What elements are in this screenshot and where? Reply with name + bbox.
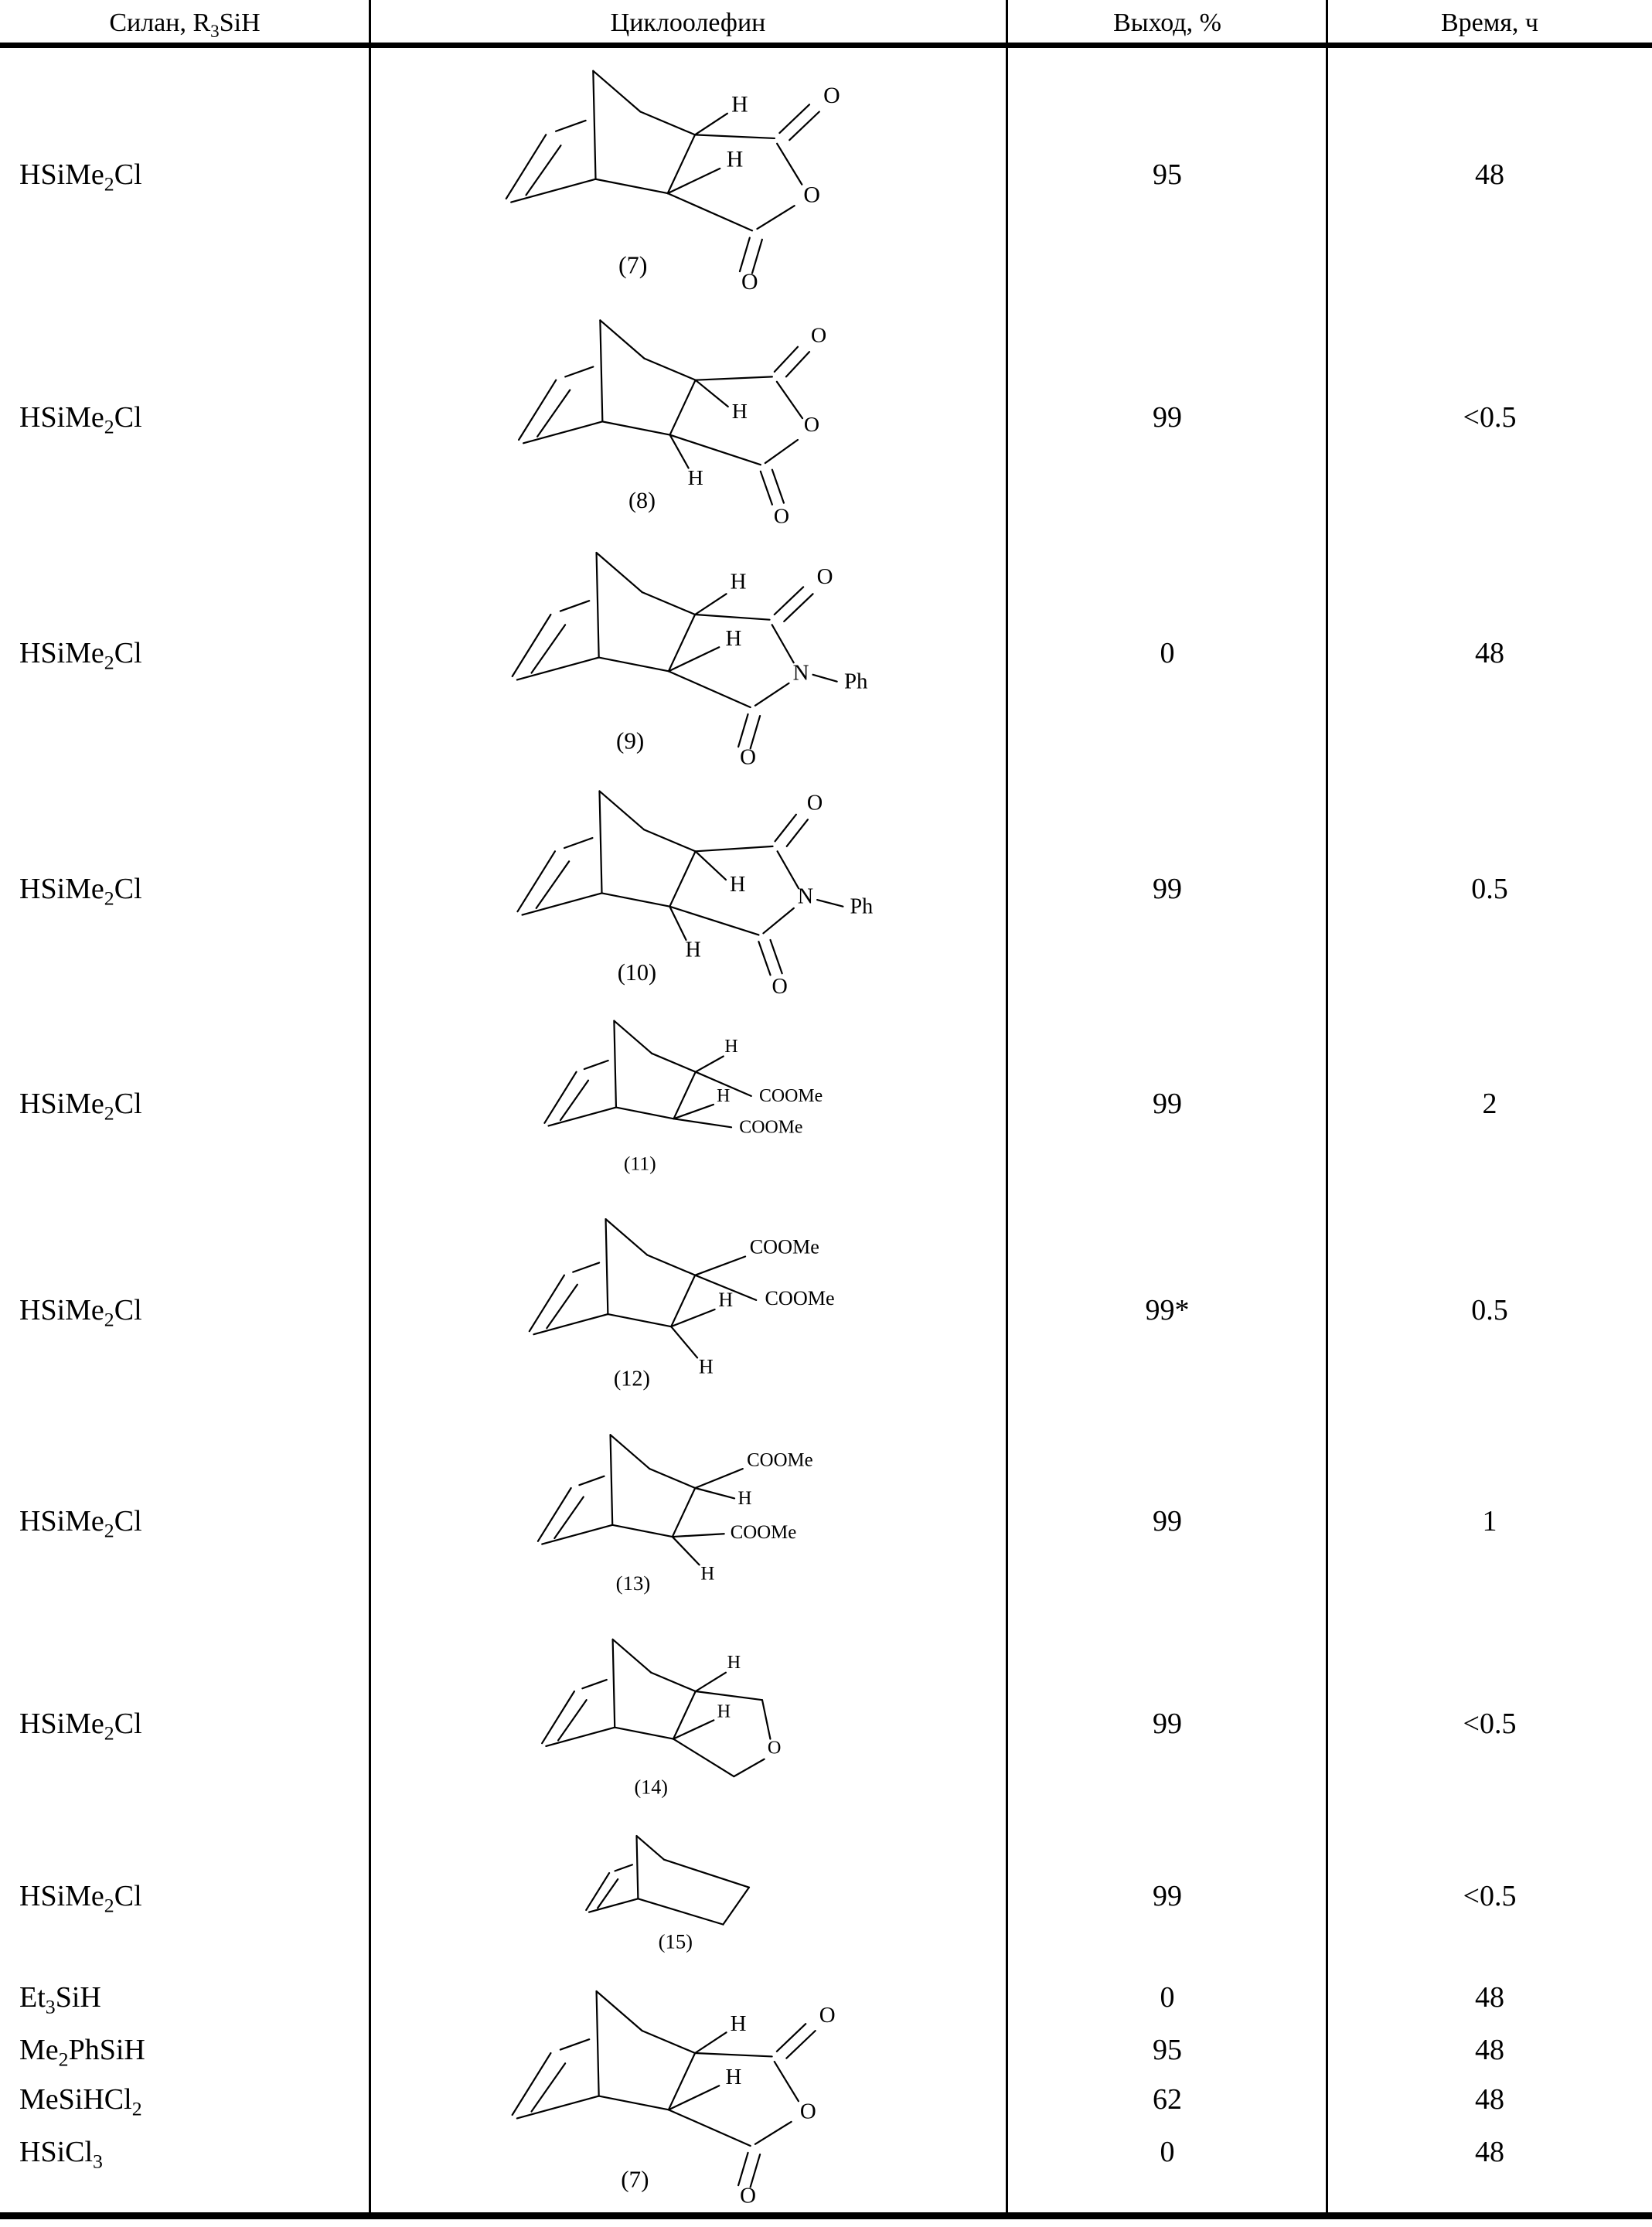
bond-line [765, 440, 798, 463]
structure-number: (12) [613, 1367, 650, 1391]
yield-value: 95 [1153, 158, 1182, 191]
bond-line [599, 791, 644, 829]
atom-label: H [737, 1488, 752, 1510]
bond-line [593, 71, 595, 179]
bond-line [695, 615, 769, 620]
atom-label: O [823, 83, 840, 109]
structure-number: (7) [618, 250, 648, 279]
silane-formula: MeSiHCl$_2$ [19, 2083, 142, 2120]
bond-line [695, 1488, 734, 1498]
bond-line [669, 2053, 695, 2110]
silane-formula: HSiMe$_2$Cl [19, 158, 142, 196]
atom-label: N [797, 884, 814, 909]
bond-line [757, 206, 794, 229]
atom-label: O [772, 975, 788, 999]
bond-line [513, 615, 551, 676]
bond-line [642, 2031, 695, 2053]
bond-line [813, 675, 837, 682]
time-value: 48 [1475, 2083, 1504, 2116]
bond-line [751, 716, 760, 748]
bond-line [673, 1739, 734, 1777]
silane-formula: HSiMe$_2$Cl [19, 873, 142, 910]
atom-label: H [726, 146, 744, 172]
silane-formula: HSiMe$_2$Cl [19, 1880, 142, 1917]
bond-line [696, 1056, 724, 1071]
time-value: 0.5 [1471, 873, 1508, 905]
yield-value: 99 [1153, 1708, 1182, 1740]
atom-label: N [792, 660, 809, 686]
bond-line [755, 683, 789, 706]
atom-label: H [700, 1563, 715, 1585]
table-row [0, 48, 1652, 301]
bond-line [549, 1108, 616, 1126]
table-row [0, 1623, 1652, 1824]
bond-line [751, 2154, 760, 2187]
table-row [0, 1824, 1652, 1967]
bond-line [511, 179, 595, 203]
atom-label: O [740, 744, 756, 769]
atom-label: H [730, 2011, 747, 2037]
bond-line [546, 1728, 615, 1746]
bond-line [695, 2053, 772, 2056]
silane-formula: HSiMe$_2$Cl [19, 1294, 142, 1331]
structure-number: (10) [617, 959, 657, 986]
bond-line [673, 1691, 696, 1739]
bond-line [761, 472, 772, 505]
atom-label: O [741, 269, 758, 295]
atom-label: O [806, 791, 823, 816]
bond-line [613, 1640, 652, 1673]
molecule-structure-10 [487, 776, 905, 1002]
bond-line [579, 1476, 604, 1485]
bond-line [673, 1488, 695, 1537]
silane-formula: HSiMe$_2$Cl [19, 1708, 142, 1745]
time-value: 48 [1475, 1981, 1504, 2014]
atom-label: H [687, 465, 703, 490]
atom-label: H [725, 2065, 742, 2089]
atom-label: O [799, 2099, 816, 2124]
time-value: 2 [1482, 1088, 1497, 1120]
bond-line [673, 1720, 714, 1738]
bond-line [777, 382, 802, 418]
yield-value: 95 [1153, 2034, 1182, 2066]
bond-line [597, 1991, 599, 2096]
molecule-structure-11 [519, 1008, 874, 1200]
structure-number: (13) [615, 1571, 651, 1595]
silane-formula: $Me_2PhSiH$ [19, 2034, 145, 2071]
time-value: 0.5 [1471, 1294, 1508, 1326]
bond-line [600, 320, 644, 358]
bond-line [614, 1021, 616, 1108]
bond-line [669, 2086, 719, 2110]
yield-value: 99 [1153, 1505, 1182, 1537]
bond-line [599, 791, 601, 893]
molecule-structure-13 [511, 1422, 880, 1621]
bond-line [523, 421, 602, 443]
yield-value: 99 [1153, 401, 1182, 434]
bond-line [695, 114, 727, 135]
atom-label: H [698, 1355, 714, 1378]
table-row [0, 1005, 1652, 1202]
silane-formula: $Et_3SiH$ [19, 1981, 101, 2018]
bond-line [599, 658, 669, 672]
atom-label: H [727, 1652, 741, 1674]
molecule-structure-9 [481, 537, 911, 769]
bond-line [738, 2153, 748, 2185]
molecule-structure-8 [489, 305, 904, 530]
bond-line [602, 893, 670, 906]
column-header-time: Время, ч [1440, 9, 1539, 37]
bond-line [599, 2096, 669, 2110]
bond-line [696, 1673, 726, 1691]
bond-line [523, 893, 602, 914]
bond-line [789, 111, 819, 140]
yield-value: 62 [1153, 2083, 1182, 2116]
time-value: 48 [1475, 2034, 1504, 2066]
bond-line [573, 1263, 599, 1272]
bond-line [615, 1864, 632, 1871]
bond-line [779, 104, 809, 133]
bond-line [696, 376, 772, 380]
bond-line [784, 594, 812, 621]
bond-line [536, 861, 569, 908]
bond-line [740, 238, 750, 272]
structure-number: (14) [634, 1776, 669, 1799]
bond-line [565, 366, 593, 376]
bond-line [778, 851, 799, 888]
atom-label: COOMe [749, 1235, 819, 1258]
bond-line [669, 671, 751, 707]
atom-label: O [773, 504, 789, 529]
bond-line [537, 390, 570, 437]
time-value: 48 [1475, 2136, 1504, 2168]
bond-line [613, 1640, 615, 1728]
bond-line [777, 144, 802, 185]
bond-line [614, 1021, 652, 1054]
bond-line [695, 2032, 726, 2053]
bond-line [723, 1888, 749, 1925]
bond-line [597, 1991, 642, 2031]
atom-label: O [816, 564, 833, 589]
time-value: <0.5 [1463, 401, 1517, 434]
bond-line [530, 1275, 564, 1332]
structure-number: (8) [628, 487, 656, 514]
bond-line [582, 1680, 606, 1688]
table-row [0, 1967, 1652, 2215]
structure-number: (15) [658, 1929, 693, 1953]
time-value: <0.5 [1463, 1880, 1517, 1912]
bond-line [696, 846, 773, 851]
bond-line [669, 615, 695, 671]
table-row [0, 533, 1652, 773]
bond-line [695, 135, 775, 138]
bond-line [644, 829, 696, 851]
bond-line [668, 193, 752, 230]
bond-line [670, 380, 696, 435]
atom-label: H [731, 91, 748, 117]
bond-line [671, 1326, 697, 1357]
bond-line [602, 421, 669, 434]
molecule-structure-7 [474, 55, 918, 295]
bond-line [664, 1860, 749, 1888]
bond-line [513, 2053, 551, 2115]
bond-line [738, 714, 748, 747]
bond-line [763, 908, 793, 933]
bond-line [532, 625, 566, 673]
atom-label: O [810, 323, 827, 348]
atom-label: COOMe [747, 1449, 813, 1471]
bond-line [538, 1488, 571, 1541]
bond-line [695, 1469, 743, 1488]
bond-line [560, 1081, 588, 1120]
bond-line [775, 2062, 799, 2101]
yield-value: 0 [1160, 1981, 1175, 2014]
bond-line [668, 169, 720, 193]
molecule-structure-12 [501, 1205, 891, 1415]
bond-line [556, 121, 586, 131]
bond-line [695, 1256, 745, 1275]
bond-line [771, 940, 782, 973]
atom-label: O [803, 413, 820, 438]
bond-line [532, 2063, 566, 2111]
atom-label: H [717, 1086, 731, 1107]
bond-line [637, 1836, 664, 1860]
atom-label: O [819, 2003, 836, 2028]
bond-line [544, 1072, 576, 1123]
bond-line [696, 1691, 762, 1700]
bond-line [696, 380, 728, 407]
bond-line [517, 2096, 599, 2119]
time-value: <0.5 [1463, 1708, 1517, 1740]
yield-value: 99 [1153, 1880, 1182, 1912]
bond-line [615, 1728, 673, 1739]
bond-line [669, 907, 758, 935]
atom-label: COOMe [730, 1521, 797, 1543]
bond-line [817, 900, 843, 907]
bond-line [642, 592, 695, 615]
bond-line [669, 647, 719, 671]
column-header-silane: Силан, $R_3SiH$ [109, 9, 261, 42]
atom-label: H [725, 626, 742, 651]
bond-line [775, 587, 803, 615]
bond-line [640, 111, 695, 135]
bond-line [644, 359, 695, 380]
bond-line [517, 851, 554, 911]
bond-line [611, 1435, 613, 1525]
column-header-yield: Выход, % [1113, 9, 1221, 37]
structure-number: (7) [621, 2165, 649, 2193]
bond-line [772, 625, 794, 662]
header-rule [0, 43, 1652, 48]
bond-line [777, 2024, 806, 2052]
bond-line [786, 2031, 815, 2058]
yield-value: 99 [1153, 1088, 1182, 1120]
molecule-structure-14 [516, 1626, 877, 1821]
atom-label: H [685, 938, 701, 962]
bond-line [651, 1673, 695, 1691]
atom-label: Ph [844, 669, 868, 694]
bond-line [752, 240, 762, 274]
silane-formula: HSiMe$_2$Cl [19, 1505, 142, 1542]
time-value: 1 [1482, 1505, 1497, 1537]
bond-line [558, 1700, 587, 1740]
bond-line [589, 1898, 638, 1912]
bond-line [673, 1537, 700, 1565]
table-row [0, 773, 1652, 1005]
bond-line [596, 179, 668, 193]
bond-line [542, 1691, 574, 1743]
bond-line [637, 1836, 639, 1898]
atom-label: O [767, 1737, 782, 1759]
bond-line [560, 601, 589, 611]
atom-label: Ph [850, 894, 874, 919]
bond-line [586, 1873, 609, 1910]
bond-line [584, 1061, 608, 1069]
table-row [0, 1202, 1652, 1418]
bond-line [598, 1879, 618, 1908]
molecule-structure-7 [481, 1976, 911, 2208]
yield-value: 99* [1145, 1294, 1190, 1326]
bond-line [772, 470, 784, 503]
atom-label: H [731, 400, 748, 424]
molecule-structure-15 [567, 1827, 825, 1966]
bond-line [668, 135, 695, 193]
bond-line [669, 2110, 751, 2146]
bond-line [606, 1219, 608, 1314]
yield-value: 99 [1153, 873, 1182, 905]
bond-line [638, 1898, 723, 1924]
bond-line [547, 1285, 577, 1328]
atom-label: H [717, 1701, 731, 1722]
bond-line [649, 1469, 695, 1488]
atom-label: O [803, 182, 820, 208]
atom-label: COOMe [765, 1286, 835, 1309]
bond-line [608, 1314, 671, 1326]
bond-line [542, 1525, 612, 1544]
yield-value: 0 [1160, 637, 1175, 669]
atom-label: COOMe [759, 1086, 823, 1107]
yield-value: 0 [1160, 2136, 1175, 2168]
atom-label: H [729, 873, 746, 897]
bond-line [526, 145, 561, 195]
bond-line [506, 135, 546, 199]
bond-line [533, 1314, 608, 1334]
bond-line [519, 380, 556, 440]
bond-line [612, 1525, 673, 1537]
bond-line [758, 942, 770, 975]
bond-line [600, 320, 602, 421]
bond-line [616, 1108, 674, 1119]
bond-line [593, 71, 640, 112]
atom-label: H [718, 1288, 734, 1311]
bond-line [564, 838, 592, 848]
atom-label: H [730, 569, 747, 594]
bond-line [673, 1534, 724, 1537]
atom-label: H [724, 1036, 738, 1057]
silane-formula: HSiMe$_2$Cl [19, 401, 142, 438]
bond-line [695, 594, 726, 615]
structure-number: (11) [623, 1152, 656, 1175]
bond-line [652, 1054, 696, 1072]
bond-line [554, 1497, 583, 1538]
silane-formula: HSiMe$_2$Cl [19, 1088, 142, 1125]
bond-line [669, 851, 695, 906]
silane-formula: HSiMe$_2$Cl [19, 637, 142, 674]
bond-line [673, 1119, 731, 1127]
time-value: 48 [1475, 637, 1504, 669]
column-header-cycloolefin: Циклоолефин [610, 9, 766, 37]
bond-line [755, 2122, 792, 2144]
bond-line [611, 1435, 650, 1469]
bond-line [517, 658, 599, 680]
table-row [0, 301, 1652, 533]
bond-line [647, 1255, 695, 1275]
silane-formula: HSiCl$_3$ [19, 2136, 103, 2173]
bond-line [762, 1700, 770, 1738]
structure-number: (9) [615, 727, 645, 754]
atom-label: O [740, 2183, 756, 2208]
bond-line [606, 1219, 648, 1255]
bond-line [597, 553, 599, 658]
bond-line [597, 553, 642, 592]
bond-line [696, 851, 726, 880]
atom-label: COOMe [739, 1117, 803, 1138]
bond-line [734, 1759, 764, 1776]
time-value: 48 [1475, 158, 1504, 191]
table-row [0, 1418, 1652, 1623]
bond-line [560, 2039, 589, 2049]
